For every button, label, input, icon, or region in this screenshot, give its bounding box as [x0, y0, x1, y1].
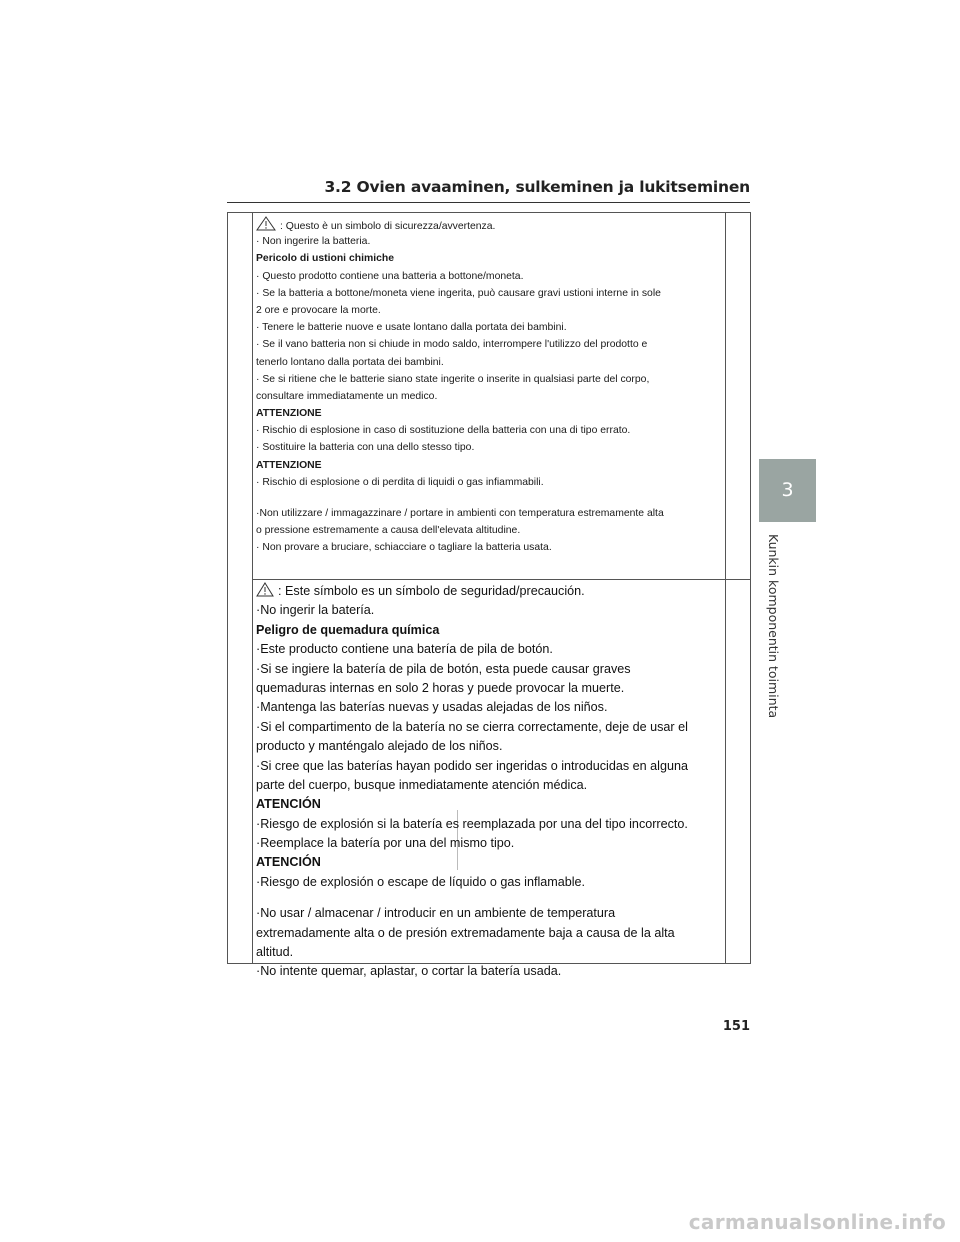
spanish-heading: ATENCIÓN: [256, 797, 321, 812]
spanish-line: producto y manténgalo alejado de los niños.: [256, 739, 503, 754]
spanish-line: ·No usar / almacenar / introducir en un ambiente de temperatura: [256, 906, 616, 921]
italian-intro-line: [256, 216, 726, 233]
italian-line: · Rischio di esplosione in caso di sostituzione della batteria con una di tipo errato.: [256, 425, 631, 437]
spanish-line: ·Si el compartimento de la batería no se cierra correctamente, deje de usar el: [256, 719, 688, 734]
italian-line: · Sostituire la batteria con una dello stesso tipo.: [256, 442, 475, 454]
spanish-line: ·Riesgo de explosión o escape de líquido o gas inflamable.: [256, 874, 586, 889]
spanish-line: ·Mantenga las baterías nuevas y usadas alejadas de los niños.: [256, 700, 608, 715]
italian-heading: ATTENZIONE: [256, 408, 322, 420]
italian-line: consultare immediatamente un medico.: [256, 390, 438, 402]
italian-line: · Non provare a bruciare, schiacciare o tagliare la batteria usata.: [256, 542, 552, 554]
italian-warning-text: [256, 216, 726, 557]
spanish-spacer: [256, 892, 726, 904]
section-title: 3.2 Ovien avaaminen, sulkeminen ja lukitseminen: [324, 178, 750, 196]
spanish-line: ·Reemplace la batería por una del mismo tipo.: [256, 836, 515, 851]
spanish-line: altitud.: [256, 945, 294, 960]
page-header: [227, 178, 750, 203]
spanish-line: extremadamente alta o de presión extremadamente baja a causa de la alta: [256, 925, 675, 940]
italian-line: ·Non utilizzare / immagazzinare / portare in ambienti con temperatura estremamente alta: [256, 508, 664, 519]
spanish-line: ·No ingerir la batería.: [256, 603, 375, 618]
spanish-line: ·Riesgo de explosión si la batería es reemplazada por una del tipo incorrecto.: [256, 816, 688, 831]
italian-spacer: [256, 491, 726, 505]
italian-line: 2 ore e provocare la morte.: [256, 304, 381, 316]
italian-line: · Rischio di esplosione o di perdita di liquidi o gas infiammabili.: [256, 476, 544, 488]
italian-line: tenerlo lontano dalla portata dei bambini.: [256, 356, 444, 368]
italian-line: · Non ingerire la batteria.: [256, 236, 371, 248]
spanish-line: ·No intente quemar, aplastar, o cortar la batería usada.: [256, 964, 562, 979]
italian-heading: ATTENZIONE: [256, 459, 322, 471]
chapter-label: Kunkin komponentin toiminta: [766, 534, 781, 719]
italian-line: · Tenere le batterie nuove e usate lontano dalla portata dei bambini.: [256, 322, 567, 334]
frame-inner-left-border: [252, 213, 253, 963]
spanish-line: ·Si se ingiere la batería de pila de botón, esta puede causar graves: [256, 661, 631, 676]
spanish-intro-line: [256, 582, 726, 601]
warning-triangle-icon: [256, 582, 274, 603]
italian-heading: Pericolo di ustioni chimiche: [256, 253, 394, 265]
spanish-line: quemaduras internas en solo 2 horas y puede provocar la muerte.: [256, 680, 625, 695]
spanish-intro-text: : Este símbolo es un símbolo de seguridad/precaución.: [278, 584, 585, 598]
italian-line: · Se si ritiene che le batterie siano state ingerite o inserite in qualsiasi parte del corpo,: [256, 373, 650, 385]
spanish-line: parte del cuerpo, busque inmediatamente atención médica.: [256, 777, 588, 792]
spanish-warning-text: [256, 582, 726, 982]
italian-line: · Se la batteria a bottone/moneta viene ingerita, può causare gravi ustioni interne in sole: [256, 287, 661, 299]
italian-line: · Se il vano batteria non si chiude in modo saldo, interrompere l'utilizzo del prodotto e: [256, 339, 648, 351]
page-number: 151: [722, 1019, 750, 1034]
chapter-label-container: [757, 534, 787, 719]
spanish-line: ·Si cree que las baterías hayan podido ser ingeridas o introducidas en alguna: [256, 758, 688, 773]
watermark: carmanualsonline.info: [688, 1210, 946, 1234]
spanish-heading: Peligro de quemadura química: [256, 622, 440, 637]
chapter-number: 3: [781, 479, 794, 501]
spanish-heading: ATENCIÓN: [256, 855, 321, 870]
italian-intro-text: : Questo è un simbolo di sicurezza/avvertenza.: [280, 221, 496, 232]
italian-line: · Questo prodotto contiene una batteria a bottone/moneta.: [256, 270, 524, 282]
spanish-line: ·Este producto contiene una batería de pila de botón.: [256, 642, 553, 657]
language-divider: [252, 579, 750, 580]
chapter-tab: [759, 459, 816, 522]
italian-line: o pressione estremamente a causa dell'elevata altitudine.: [256, 525, 521, 537]
